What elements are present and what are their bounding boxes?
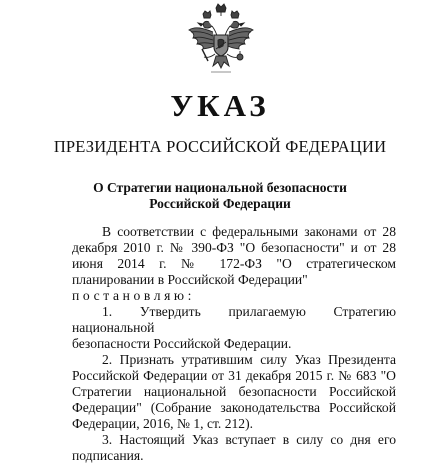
decree-title [0,180,440,212]
issuer-heading: ПРЕЗИДЕНТА РОССИЙСКОЙ ФЕДЕРАЦИИ [53,137,387,156]
decree-body [72,224,396,464]
item-1-line-1: 1. Утвердить прилагаемую Стратегию национальной [72,304,396,335]
preamble-paragraph: В соответствии с федеральными законами от 28 декабря 2010 г. № 390-ФЗ "О безопасности" и от 28 июня 2014 г. № 172-ФЗ "О стратегическом планировании в Российской Федерации" [72,224,396,287]
item-1-line-2: безопасности Российской Федерации. [72,336,292,351]
decree-title-line-1: О Стратегии национальной безопасности [93,180,347,195]
item-3-paragraph: 3. Настоящий Указ вступает в силу со дня его подписания. [72,432,396,463]
item-2-paragraph: 2. Признать утратившим силу Указ Президента Российской Федерации от 31 декабря 2015 г. № 683 "О Стратегии национальной безопасности Российской Федерации" (Собрание законодательства Российской Федерации, 2016, № 1, ст. 212). [72,352,396,431]
decree-word: постановляю: [72,288,196,303]
coat-of-arms-icon [185,2,257,82]
document-type-heading: УКАЗ [170,88,270,123]
decree-title-line-2: Российской Федерации [149,196,291,211]
